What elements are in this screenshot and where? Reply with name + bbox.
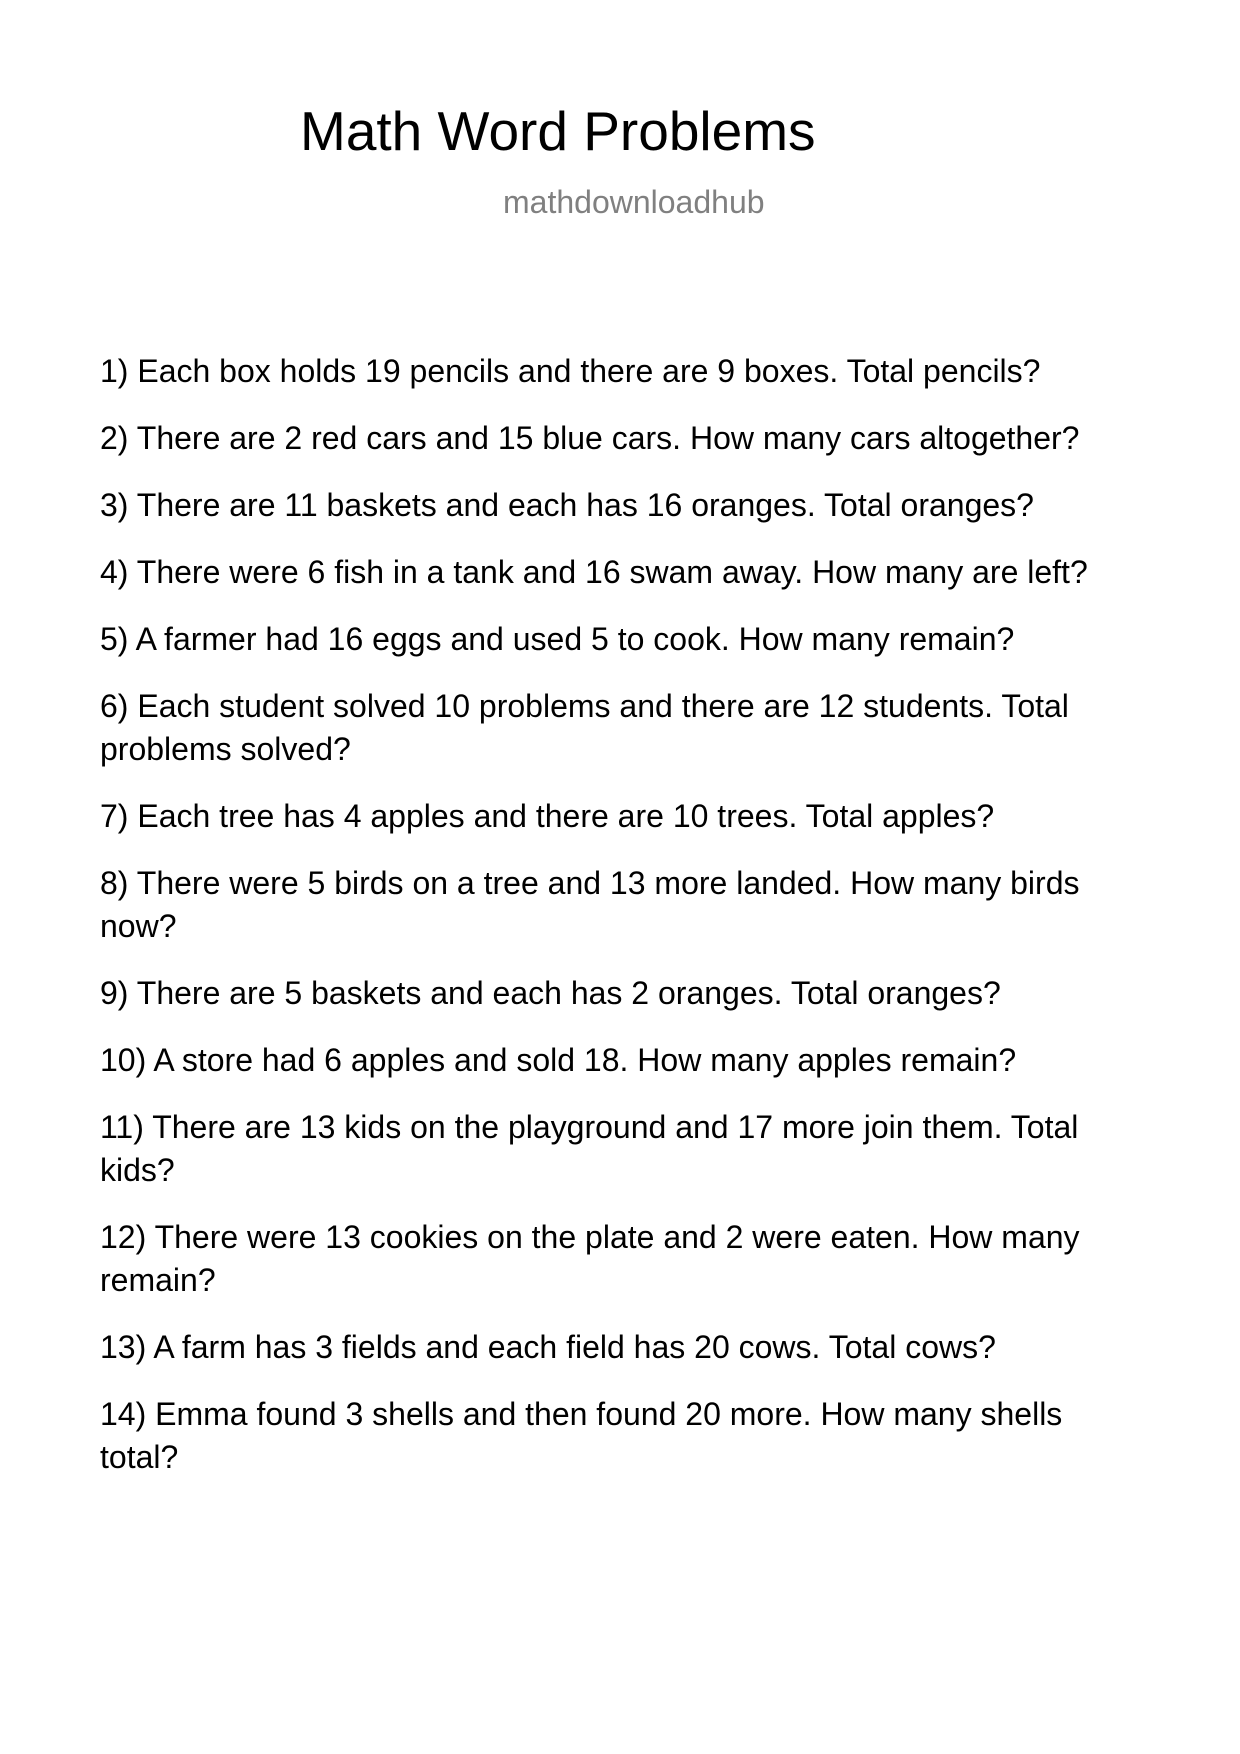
page-title: Math Word Problems (300, 100, 816, 162)
problem-item: 8) There were 5 birds on a tree and 13 more landed. How many birds now? (100, 865, 1080, 944)
problem-item: 4) There were 6 fish in a tank and 16 swam away. How many are left? (100, 554, 1088, 590)
problem-item: 1) Each box holds 19 pencils and there are 9 boxes. Total pencils? (100, 353, 1041, 389)
problem-item: 12) There were 13 cookies on the plate and 2 were eaten. How many remain? (100, 1219, 1080, 1298)
problem-item: 5) A farmer had 16 eggs and used 5 to cook. How many remain? (100, 621, 1015, 657)
problem-item: 9) There are 5 baskets and each has 2 oranges. Total oranges? (100, 975, 1001, 1011)
problem-item: 2) There are 2 red cars and 15 blue cars. How many cars altogether? (100, 420, 1080, 456)
problem-item: 11) There are 13 kids on the playground and 17 more join them. Total kids? (100, 1109, 1079, 1188)
problem-item: 14) Emma found 3 shells and then found 20 more. How many shells total? (100, 1396, 1063, 1475)
problem-item: 7) Each tree has 4 apples and there are 10 trees. Total apples? (100, 798, 995, 834)
problem-item: 3) There are 11 baskets and each has 16 oranges. Total oranges? (100, 487, 1034, 523)
problem-item: 6) Each student solved 10 problems and there are 12 students. Total problems solved? (100, 688, 1069, 767)
problem-list (100, 350, 1140, 1503)
page-subtitle: mathdownloadhub (503, 184, 765, 220)
problem-item: 13) A farm has 3 fields and each field has 20 cows. Total cows? (100, 1329, 996, 1365)
problem-item: 10) A store had 6 apples and sold 18. How many apples remain? (100, 1042, 1017, 1078)
